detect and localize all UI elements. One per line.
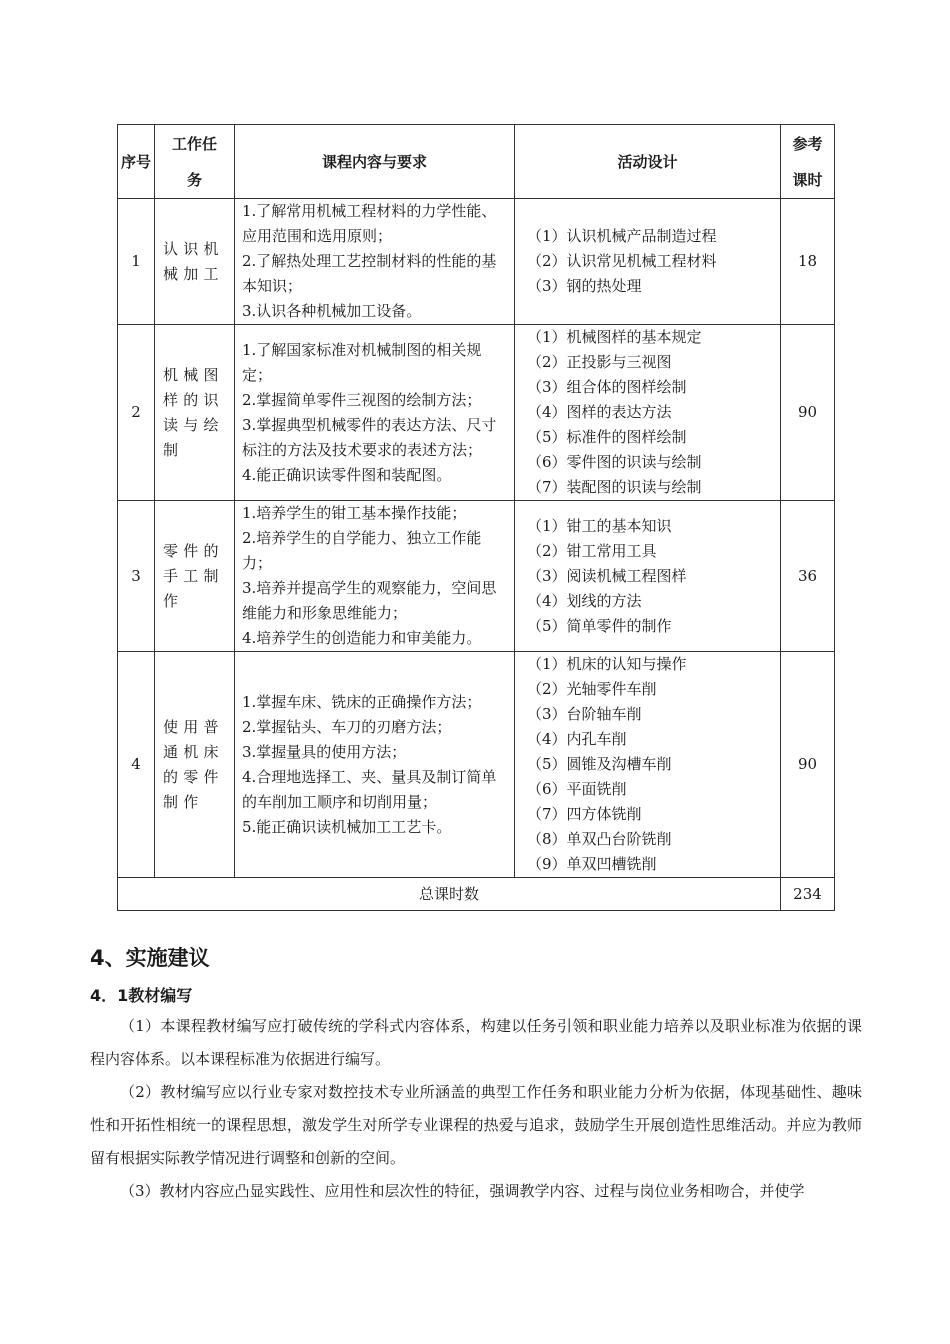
row-task: 认识机械加工: [155, 199, 235, 325]
activity-item: （1）机械图样的基本规定: [527, 328, 702, 346]
activity-item: （2）正投影与三视图: [527, 353, 672, 371]
content-item: 4.合理地选择工、夹、量具及制订简单的车削加工顺序和切削用量；: [242, 767, 497, 811]
row-activities: [515, 652, 781, 878]
row-content: [235, 501, 515, 652]
activity-item: （4）划线的方法: [527, 591, 642, 610]
row-hours: 18: [781, 199, 835, 325]
content-item: 2.了解热处理工艺控制材料的性能的基本知识；: [242, 252, 497, 295]
row-index: 1: [118, 199, 155, 325]
activity-item: （4）内孔车削: [527, 730, 627, 748]
content-item: 2.掌握钻头、车刀的刃磨方法；: [242, 717, 452, 736]
row-hours: 36: [781, 501, 835, 652]
table-row: [118, 501, 835, 652]
section-title: 4、实施建议: [90, 946, 210, 970]
row-activities: [515, 199, 781, 325]
table-row: [118, 652, 835, 878]
content-item: 5.能正确识读机械加工工艺卡。: [242, 817, 452, 836]
activity-item: （7）四方体铣削: [527, 805, 642, 823]
content-item: 4.能正确识读零件图和装配图。: [242, 465, 452, 484]
activity-item: （5）简单零件的制作: [527, 616, 672, 635]
header-task: 工作任务: [155, 125, 235, 199]
total-label: 总课时数: [118, 878, 781, 911]
header-content: 课程内容与要求: [235, 125, 515, 199]
activity-item: （1）机床的认知与操作: [527, 655, 687, 673]
content-item: 1.了解国家标准对机械制图的相关规定；: [242, 340, 482, 384]
row-task: 使用普通机床的零件制作: [155, 652, 235, 878]
content-item: 1.了解常用机械工程材料的力学性能、应用范围和选用原则；: [242, 202, 497, 245]
header-index: 序号: [118, 125, 155, 199]
paragraph: （3）教材内容应凸显实践性、应用性和层次性的特征，强调教学内容、过程与岗位业务相吻合，并使学: [120, 1182, 805, 1200]
paragraph: （1）本课程教材编写应打破传统的学科式内容体系，构建以任务引领和职业能力培养以及职业标准为依据的课程内容体系。以本课程标准为依据进行编写。: [90, 1017, 862, 1068]
body-text: [90, 1010, 862, 1208]
header-activities: 活动设计: [515, 125, 781, 199]
content-item: 3.掌握量具的使用方法；: [242, 742, 407, 761]
row-task: 机械图样的识读与绘制: [155, 325, 235, 501]
content-item: 1.掌握车床、铣床的正确操作方法；: [242, 692, 482, 711]
row-index: 4: [118, 652, 155, 878]
row-content: [235, 199, 515, 325]
activity-item: （4）图样的表达方法: [527, 403, 672, 421]
activity-item: （3）台阶轴车削: [527, 705, 642, 723]
activity-item: （5）圆锥及沟槽车削: [527, 755, 672, 773]
activity-item: （6）平面铣削: [527, 780, 627, 798]
content-item: 3.认识各种机械加工设备。: [242, 302, 422, 320]
subsection-title: 4．1教材编写: [90, 986, 193, 1005]
row-task: 零件的手工制作: [155, 501, 235, 652]
activity-item: （2）认识常见机械工程材料: [527, 252, 717, 270]
table-row: [118, 199, 835, 325]
row-hours: 90: [781, 325, 835, 501]
activity-item: （1）认识机械产品制造过程: [527, 227, 717, 245]
row-index: 3: [118, 501, 155, 652]
table-row: [118, 325, 835, 501]
row-activities: [515, 501, 781, 652]
activity-item: （6）零件图的识读与绘制: [527, 453, 702, 471]
activity-item: （9）单双凹槽铣削: [527, 855, 657, 873]
activity-item: （1）钳工的基本知识: [527, 516, 672, 535]
paragraph: （2）教材编写应以行业专家对数控技术专业所涵盖的典型工作任务和职业能力分析为依据，体现基础性、趣味性和开拓性相统一的课程思想，激发学生对所学专业课程的热爱与追求，鼓励学生开展创造性思维活动。并应为教师留有根据实际教学情况进行调整和创新的空间。: [90, 1083, 862, 1167]
content-item: 2.培养学生的自学能力、独立工作能力；: [242, 529, 482, 572]
header-hours: 参考课时: [781, 125, 835, 199]
content-item: 2.掌握简单零件三视图的绘制方法；: [242, 390, 482, 409]
content-item: 1.培养学生的钳工基本操作技能；: [242, 504, 467, 522]
activity-item: （7）装配图的识读与绘制: [527, 478, 702, 496]
row-activities: [515, 325, 781, 501]
row-hours: 90: [781, 652, 835, 878]
total-hours: 234: [781, 878, 835, 911]
activity-item: （3）组合体的图样绘制: [527, 378, 687, 396]
row-content: [235, 325, 515, 501]
activity-item: （3）阅读机械工程图样: [527, 566, 687, 585]
content-item: 3.掌握典型机械零件的表达方法、尺寸标注的方法及技术要求的表述方法；: [242, 415, 497, 459]
activity-item: （5）标准件的图样绘制: [527, 428, 687, 446]
total-row: [118, 878, 835, 911]
activity-item: （2）钳工常用工具: [527, 541, 657, 560]
activity-item: （3）钢的热处理: [527, 277, 642, 295]
row-index: 2: [118, 325, 155, 501]
course-table: [117, 124, 835, 911]
content-item: 4.培养学生的创造能力和审美能力。: [242, 629, 482, 647]
content-item: 3.培养并提高学生的观察能力，空间思维能力和形象思维能力；: [242, 579, 497, 622]
table-header-row: [118, 125, 835, 199]
activity-item: （8）单双凸台阶铣削: [527, 830, 672, 848]
activity-item: （2）光轴零件车削: [527, 680, 657, 698]
row-content: [235, 652, 515, 878]
